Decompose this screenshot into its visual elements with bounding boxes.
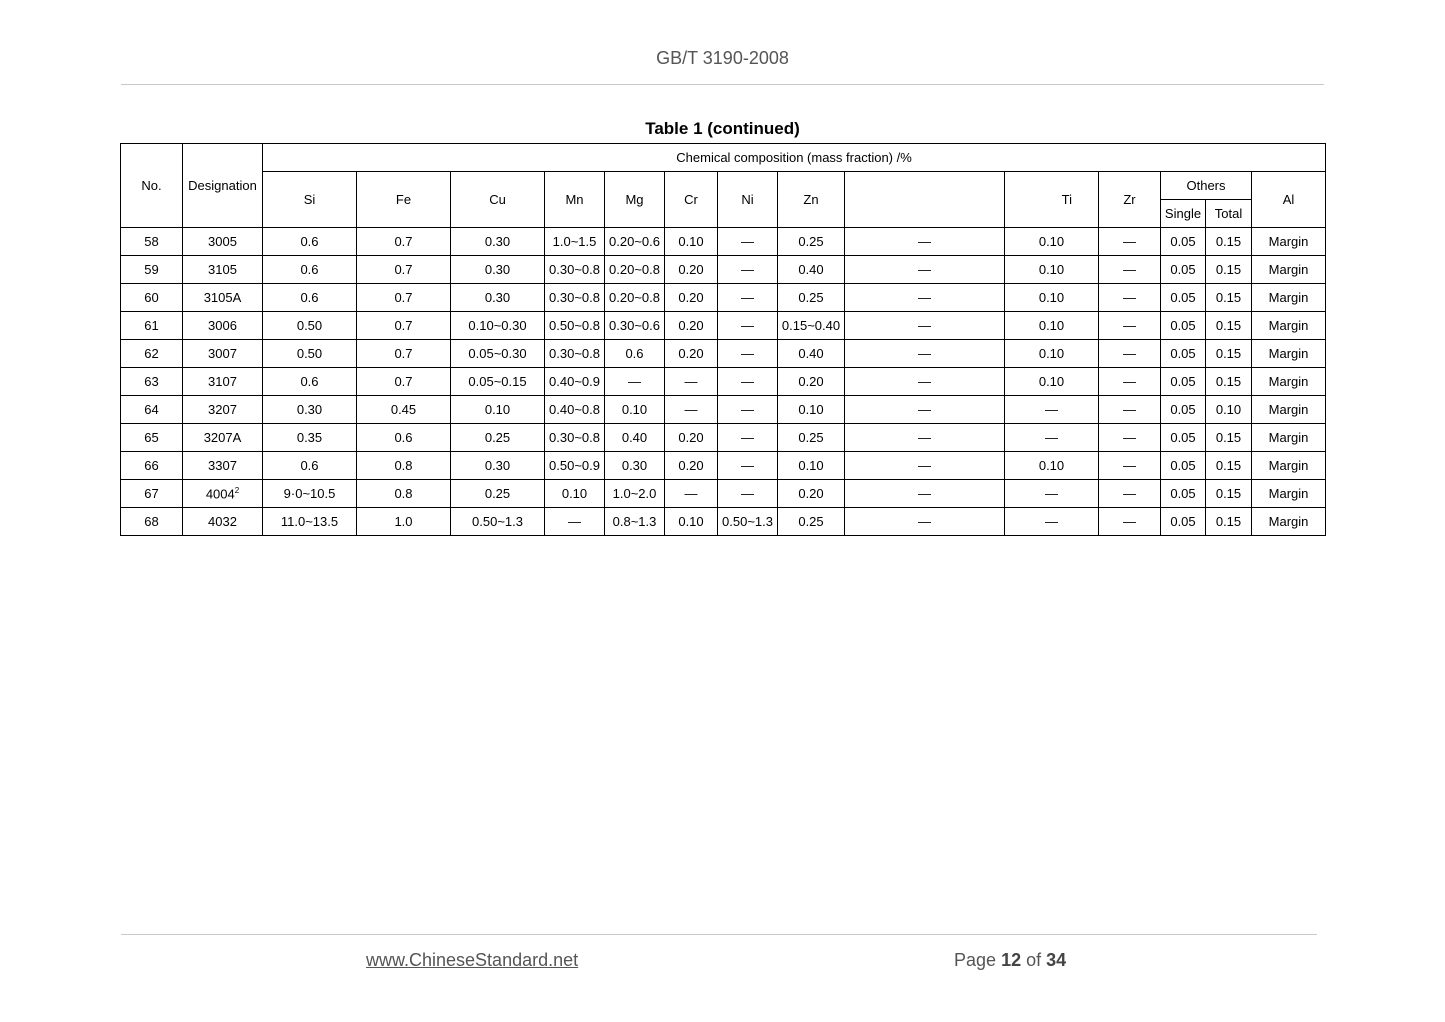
cell-al: Margin — [1252, 284, 1326, 312]
page-of: of — [1026, 950, 1042, 970]
cell-designation — [183, 368, 263, 396]
header-zn: Zn — [778, 172, 845, 228]
cell-zn: 0.40 — [778, 256, 845, 284]
cell-ni: — — [718, 480, 778, 508]
cell-others-single: 0.05 — [1161, 284, 1206, 312]
cell-cr: 0.10 — [665, 508, 718, 536]
header-single: Single — [1161, 200, 1206, 228]
cell-no: 63 — [121, 368, 183, 396]
cell-designation — [183, 424, 263, 452]
cell-ti: 0.10 — [1005, 312, 1099, 340]
cell-designation — [183, 508, 263, 536]
cell-others-total: 0.15 — [1206, 452, 1252, 480]
composition-table — [120, 143, 1326, 536]
cell-mn: 0.40~0.8 — [545, 396, 605, 424]
cell-zr: — — [1099, 508, 1161, 536]
cell-zr: — — [1099, 228, 1161, 256]
cell-cu: 0.25 — [451, 480, 545, 508]
cell-mg: 0.10 — [605, 396, 665, 424]
footnote-marker: 2 — [234, 485, 240, 495]
cell-mg: 0.6 — [605, 340, 665, 368]
cell-no: 66 — [121, 452, 183, 480]
cell-others-total: 0.15 — [1206, 256, 1252, 284]
cell-si: 0.6 — [263, 256, 357, 284]
cell-no: 58 — [121, 228, 183, 256]
cell-blank-column: — — [845, 396, 1005, 424]
cell-others-single: 0.05 — [1161, 368, 1206, 396]
cell-mg: 0.30~0.6 — [605, 312, 665, 340]
cell-ti: 0.10 — [1005, 256, 1099, 284]
cell-al: Margin — [1252, 480, 1326, 508]
cell-others-total: 0.15 — [1206, 340, 1252, 368]
header-total: Total — [1206, 200, 1252, 228]
cell-designation — [183, 340, 263, 368]
header-cu: Cu — [451, 172, 545, 228]
cell-mg: 0.20~0.8 — [605, 284, 665, 312]
cell-ni: — — [718, 340, 778, 368]
cell-blank-column: — — [845, 368, 1005, 396]
cell-zr: — — [1099, 340, 1161, 368]
cell-zn: 0.10 — [778, 396, 845, 424]
page-indicator — [954, 950, 1066, 971]
cell-ti: 0.10 — [1005, 340, 1099, 368]
cell-zr: — — [1099, 480, 1161, 508]
cell-si: 0.6 — [263, 368, 357, 396]
cell-cr: — — [665, 480, 718, 508]
cell-fe: 0.6 — [357, 424, 451, 452]
cell-fe: 0.7 — [357, 368, 451, 396]
cell-others-total: 0.15 — [1206, 508, 1252, 536]
cell-al: Margin — [1252, 508, 1326, 536]
header-mg: Mg — [605, 172, 665, 228]
cell-zr: — — [1099, 452, 1161, 480]
header-blank — [845, 172, 1005, 228]
table-row — [121, 256, 1326, 284]
table-row — [121, 396, 1326, 424]
cell-blank-column: — — [845, 424, 1005, 452]
cell-ni: — — [718, 284, 778, 312]
cell-others-total: 0.15 — [1206, 312, 1252, 340]
cell-ni: — — [718, 368, 778, 396]
cell-no: 65 — [121, 424, 183, 452]
cell-zn: 0.25 — [778, 228, 845, 256]
table-row — [121, 480, 1326, 508]
cell-fe: 0.7 — [357, 228, 451, 256]
cell-others-single: 0.05 — [1161, 312, 1206, 340]
cell-cu: 0.25 — [451, 424, 545, 452]
cell-others-single: 0.05 — [1161, 480, 1206, 508]
cell-others-total: 0.15 — [1206, 284, 1252, 312]
header-zr: Zr — [1099, 172, 1161, 228]
header-no: No. — [121, 144, 183, 228]
cell-cr: 0.20 — [665, 256, 718, 284]
cell-others-total: 0.10 — [1206, 396, 1252, 424]
cell-ti: 0.10 — [1005, 284, 1099, 312]
cell-zn: 0.20 — [778, 480, 845, 508]
cell-cr: 0.20 — [665, 312, 718, 340]
page-prefix: Page — [954, 950, 997, 970]
footer-divider — [121, 934, 1317, 935]
cell-si: 0.50 — [263, 340, 357, 368]
cell-ni: 0.50~1.3 — [718, 508, 778, 536]
cell-ni: — — [718, 228, 778, 256]
header-ni: Ni — [718, 172, 778, 228]
cell-si: 0.6 — [263, 228, 357, 256]
cell-cr: 0.20 — [665, 284, 718, 312]
designation-text: 4032 — [208, 514, 237, 529]
header-divider — [121, 84, 1324, 85]
cell-si: 0.6 — [263, 284, 357, 312]
cell-mg: 0.8~1.3 — [605, 508, 665, 536]
cell-ti: — — [1005, 396, 1099, 424]
cell-al: Margin — [1252, 228, 1326, 256]
cell-others-single: 0.05 — [1161, 508, 1206, 536]
cell-fe: 0.8 — [357, 480, 451, 508]
cell-fe: 0.8 — [357, 452, 451, 480]
cell-zn: 0.25 — [778, 508, 845, 536]
cell-cu: 0.30 — [451, 228, 545, 256]
table-body — [121, 228, 1326, 536]
cell-fe: 0.7 — [357, 284, 451, 312]
designation-text: 3006 — [208, 318, 237, 333]
cell-blank-column: — — [845, 480, 1005, 508]
cell-al: Margin — [1252, 424, 1326, 452]
cell-cr: 0.20 — [665, 340, 718, 368]
designation-text: 3207 — [208, 402, 237, 417]
table-row — [121, 368, 1326, 396]
designation-text: 3107 — [208, 374, 237, 389]
cell-designation — [183, 228, 263, 256]
cell-ni: — — [718, 256, 778, 284]
cell-zr: — — [1099, 256, 1161, 284]
cell-al: Margin — [1252, 256, 1326, 284]
cell-no: 60 — [121, 284, 183, 312]
table-row — [121, 424, 1326, 452]
cell-zn: 0.15~0.40 — [778, 312, 845, 340]
cell-cu: 0.30 — [451, 284, 545, 312]
cell-fe: 0.7 — [357, 256, 451, 284]
cell-si: 0.50 — [263, 312, 357, 340]
cell-mg: 0.20~0.8 — [605, 256, 665, 284]
table-row — [121, 340, 1326, 368]
cell-designation — [183, 284, 263, 312]
table-row — [121, 452, 1326, 480]
cell-mn: 0.50~0.9 — [545, 452, 605, 480]
table-row — [121, 284, 1326, 312]
cell-mn: 0.40~0.9 — [545, 368, 605, 396]
cell-fe: 0.45 — [357, 396, 451, 424]
cell-zn: 0.10 — [778, 452, 845, 480]
cell-others-single: 0.05 — [1161, 452, 1206, 480]
cell-blank-column: — — [845, 256, 1005, 284]
cell-zr: — — [1099, 368, 1161, 396]
cell-cr: 0.20 — [665, 424, 718, 452]
cell-al: Margin — [1252, 396, 1326, 424]
cell-no: 67 — [121, 480, 183, 508]
cell-zr: — — [1099, 284, 1161, 312]
cell-mg: 0.30 — [605, 452, 665, 480]
cell-others-total: 0.15 — [1206, 480, 1252, 508]
cell-ti: 0.10 — [1005, 228, 1099, 256]
header-cr: Cr — [665, 172, 718, 228]
designation-text: 3105 — [208, 262, 237, 277]
cell-zn: 0.40 — [778, 340, 845, 368]
designation-text: 3207A — [203, 430, 242, 445]
cell-ni: — — [718, 424, 778, 452]
cell-designation — [183, 312, 263, 340]
cell-mg: 0.20~0.6 — [605, 228, 665, 256]
cell-no: 62 — [121, 340, 183, 368]
cell-ti: 0.10 — [1005, 368, 1099, 396]
table-title: Table 1 (continued) — [645, 119, 800, 138]
cell-fe: 0.7 — [357, 312, 451, 340]
cell-cr: 0.10 — [665, 228, 718, 256]
cell-others-single: 0.05 — [1161, 396, 1206, 424]
designation-text: 3307 — [208, 458, 237, 473]
cell-cr: — — [665, 396, 718, 424]
cell-mn: 0.30~0.8 — [545, 256, 605, 284]
cell-al: Margin — [1252, 368, 1326, 396]
cell-zr: — — [1099, 424, 1161, 452]
page-current: 12 — [1001, 950, 1022, 970]
cell-no: 59 — [121, 256, 183, 284]
cell-mn: 0.30~0.8 — [545, 424, 605, 452]
cell-si: 9·0~10.5 — [263, 480, 357, 508]
cell-cu: 0.10 — [451, 396, 545, 424]
cell-ni: — — [718, 452, 778, 480]
cell-mn: 0.30~0.8 — [545, 284, 605, 312]
cell-cr: 0.20 — [665, 452, 718, 480]
cell-zn: 0.20 — [778, 368, 845, 396]
table-row — [121, 312, 1326, 340]
cell-zn: 0.25 — [778, 284, 845, 312]
cell-cu: 0.05~0.15 — [451, 368, 545, 396]
table-row — [121, 228, 1326, 256]
cell-zr: — — [1099, 312, 1161, 340]
designation-text: 3105A — [203, 290, 242, 305]
cell-cu: 0.10~0.30 — [451, 312, 545, 340]
table-row — [121, 508, 1326, 536]
cell-ni: — — [718, 396, 778, 424]
cell-others-single: 0.05 — [1161, 424, 1206, 452]
cell-zr: — — [1099, 396, 1161, 424]
cell-mg: — — [605, 368, 665, 396]
cell-si: 0.35 — [263, 424, 357, 452]
cell-others-single: 0.05 — [1161, 340, 1206, 368]
cell-blank-column: — — [845, 452, 1005, 480]
cell-si: 0.6 — [263, 452, 357, 480]
cell-others-single: 0.05 — [1161, 256, 1206, 284]
header-al: Al — [1252, 172, 1326, 228]
cell-cu: 0.05~0.30 — [451, 340, 545, 368]
header-fe: Fe — [357, 172, 451, 228]
designation-text: 4004 — [205, 486, 235, 502]
document-header: GB/T 3190-2008 — [656, 48, 789, 68]
cell-mn: — — [545, 508, 605, 536]
designation-text: 3007 — [208, 346, 237, 361]
cell-al: Margin — [1252, 312, 1326, 340]
cell-al: Margin — [1252, 452, 1326, 480]
cell-ti: — — [1005, 480, 1099, 508]
cell-mn: 1.0~1.5 — [545, 228, 605, 256]
cell-blank-column: — — [845, 312, 1005, 340]
cell-mg: 1.0~2.0 — [605, 480, 665, 508]
cell-fe: 0.7 — [357, 340, 451, 368]
cell-blank-column: — — [845, 228, 1005, 256]
cell-no: 61 — [121, 312, 183, 340]
cell-mn: 0.30~0.8 — [545, 340, 605, 368]
cell-designation — [183, 452, 263, 480]
page-total: 34 — [1046, 950, 1067, 970]
cell-designation — [183, 396, 263, 424]
header-others: Others — [1161, 172, 1252, 200]
cell-si: 0.30 — [263, 396, 357, 424]
cell-ni: — — [718, 312, 778, 340]
cell-ti: — — [1005, 508, 1099, 536]
cell-no: 64 — [121, 396, 183, 424]
cell-others-total: 0.15 — [1206, 368, 1252, 396]
designation-text: 3005 — [208, 234, 237, 249]
cell-blank-column: — — [845, 284, 1005, 312]
cell-cu: 0.30 — [451, 452, 545, 480]
cell-others-total: 0.15 — [1206, 424, 1252, 452]
cell-blank-column: — — [845, 508, 1005, 536]
cell-fe: 1.0 — [357, 508, 451, 536]
cell-cu: 0.50~1.3 — [451, 508, 545, 536]
cell-mn: 0.10 — [545, 480, 605, 508]
header-si: Si — [263, 172, 357, 228]
cell-designation — [183, 256, 263, 284]
cell-designation — [183, 480, 263, 508]
cell-mn: 0.50~0.8 — [545, 312, 605, 340]
header-designation: Designation — [183, 144, 263, 228]
cell-al: Margin — [1252, 340, 1326, 368]
header-ti: Ti — [1005, 172, 1099, 228]
website-link[interactable]: www.ChineseStandard.net — [366, 950, 579, 970]
cell-cu: 0.30 — [451, 256, 545, 284]
cell-ti: — — [1005, 424, 1099, 452]
header-mn: Mn — [545, 172, 605, 228]
cell-si: 11.0~13.5 — [263, 508, 357, 536]
cell-cr: — — [665, 368, 718, 396]
cell-mg: 0.40 — [605, 424, 665, 452]
cell-others-total: 0.15 — [1206, 228, 1252, 256]
cell-ti: 0.10 — [1005, 452, 1099, 480]
cell-blank-column: — — [845, 340, 1005, 368]
cell-zn: 0.25 — [778, 424, 845, 452]
cell-others-single: 0.05 — [1161, 228, 1206, 256]
cell-no: 68 — [121, 508, 183, 536]
header-chemical-composition: Chemical composition (mass fraction) /% — [263, 144, 1326, 172]
